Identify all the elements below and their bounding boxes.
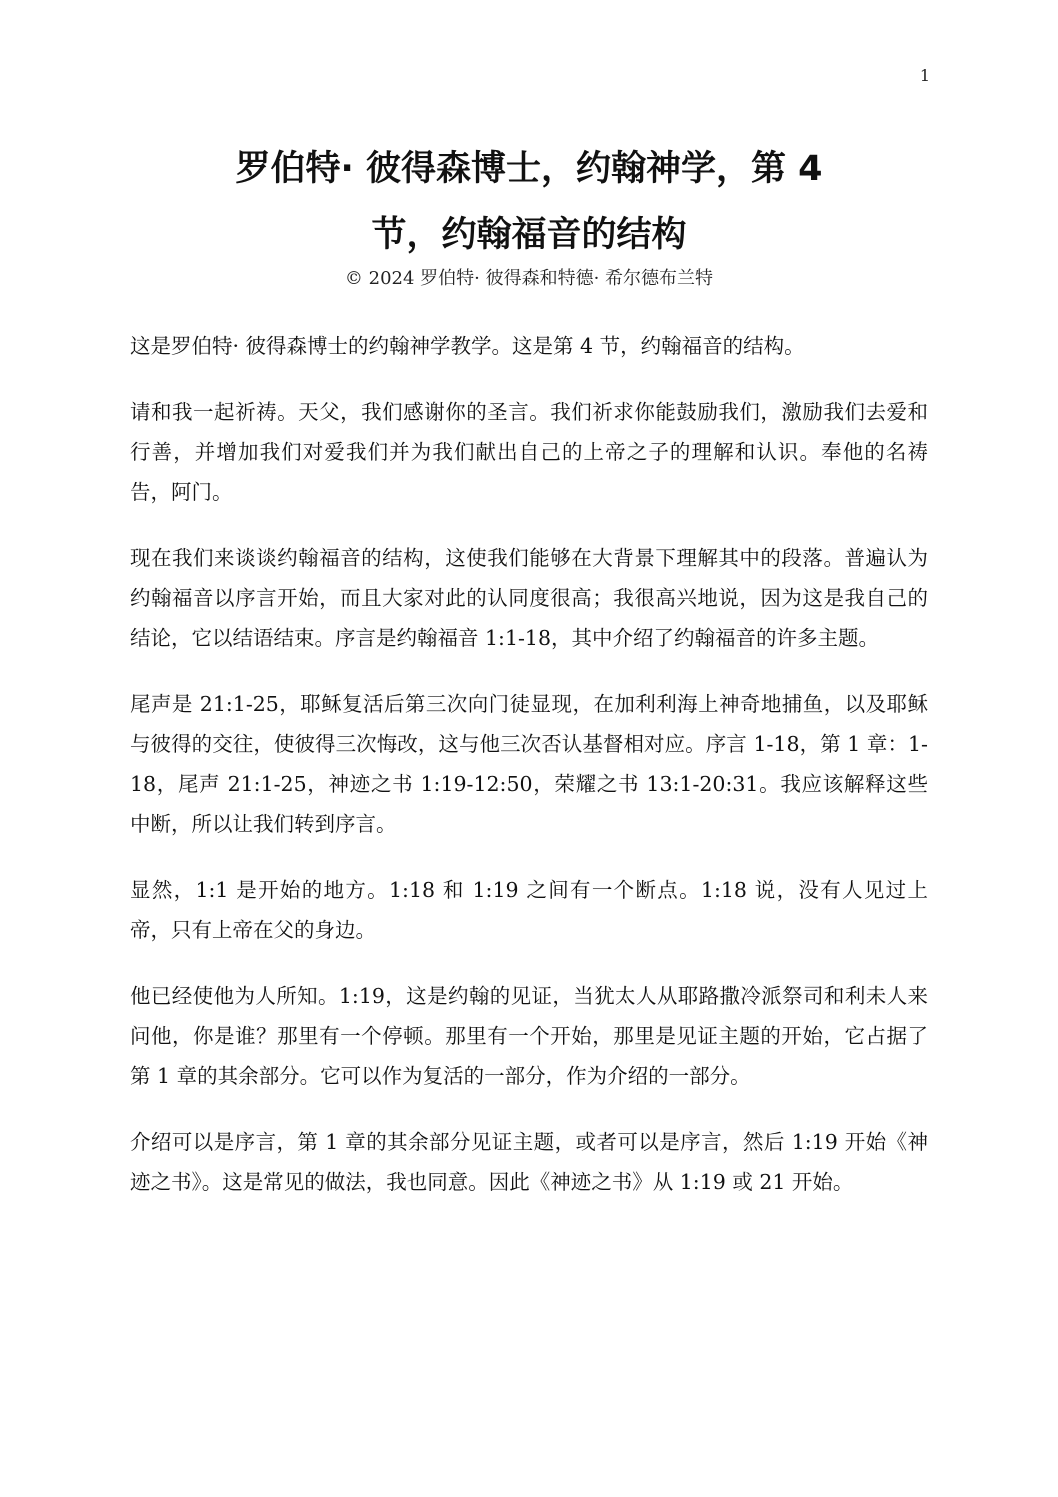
document-title bbox=[130, 136, 928, 268]
title-line-1: 罗伯特· 彼得森博士，约翰神学，第 4 bbox=[235, 149, 823, 189]
page-number: 1 bbox=[919, 66, 930, 85]
paragraph-2: 请和我一起祈祷。天父，我们感谢你的圣言。我们祈求你能鼓励我们，激励我们去爱和行善，并增加我们对爱我们并为我们献出自己的上帝之子的理解和认识。奉他的名祷告，阿门。 bbox=[130, 400, 928, 504]
paragraph-1: 这是罗伯特· 彼得森博士的约翰神学教学。这是第 4 节，约翰福音的结构。 bbox=[130, 334, 805, 358]
paragraph-6: 他已经使他为人所知。1:19，这是约翰的见证，当犹太人从耶路撒冷派祭司和利未人来问他，你是谁？那里有一个停顿。那里有一个开始，那里是见证主题的开始，它占据了第 1 章的其余部分。它可以作为复活的一部分，作为介绍的一部分。 bbox=[130, 984, 928, 1088]
paragraph-4: 尾声是 21:1-25，耶稣复活后第三次向门徒显现，在加利利海上神奇地捕鱼，以及耶稣与彼得的交往，使彼得三次悔改，这与他三次否认基督相对应。序言 1-18，第 1 章：1-18，尾声 21:1-25，神迹之书 1:19-12:50，荣耀之书 13:1-20:31。我应该解释这些中断，所以让我们转到序言。 bbox=[130, 692, 928, 836]
paragraph-7: 介绍可以是序言，第 1 章的其余部分见证主题，或者可以是序言，然后 1:19 开始《神迹之书》。这是常见的做法，我也同意。因此《神迹之书》从 1:19 或 21 开始。 bbox=[130, 1130, 928, 1194]
paragraph-3: 现在我们来谈谈约翰福音的结构，这使我们能够在大背景下理解其中的段落。普遍认为约翰福音以序言开始，而且大家对此的认同度很高；我很高兴地说，因为这是我自己的结论，它以结语结束。序言是约翰福音 1:1-18，其中介绍了约翰福音的许多主题。 bbox=[130, 546, 928, 650]
copyright-line: © 2024 罗伯特· 彼得森和特德· 希尔德布兰特 bbox=[344, 268, 714, 289]
paragraph-5: 显然，1:1 是开始的地方。1:18 和 1:19 之间有一个断点。1:18 说，没有人见过上帝，只有上帝在父的身边。 bbox=[130, 878, 928, 942]
document-body bbox=[130, 326, 928, 1228]
title-line-2: 节，约翰福音的结构 bbox=[371, 215, 687, 255]
